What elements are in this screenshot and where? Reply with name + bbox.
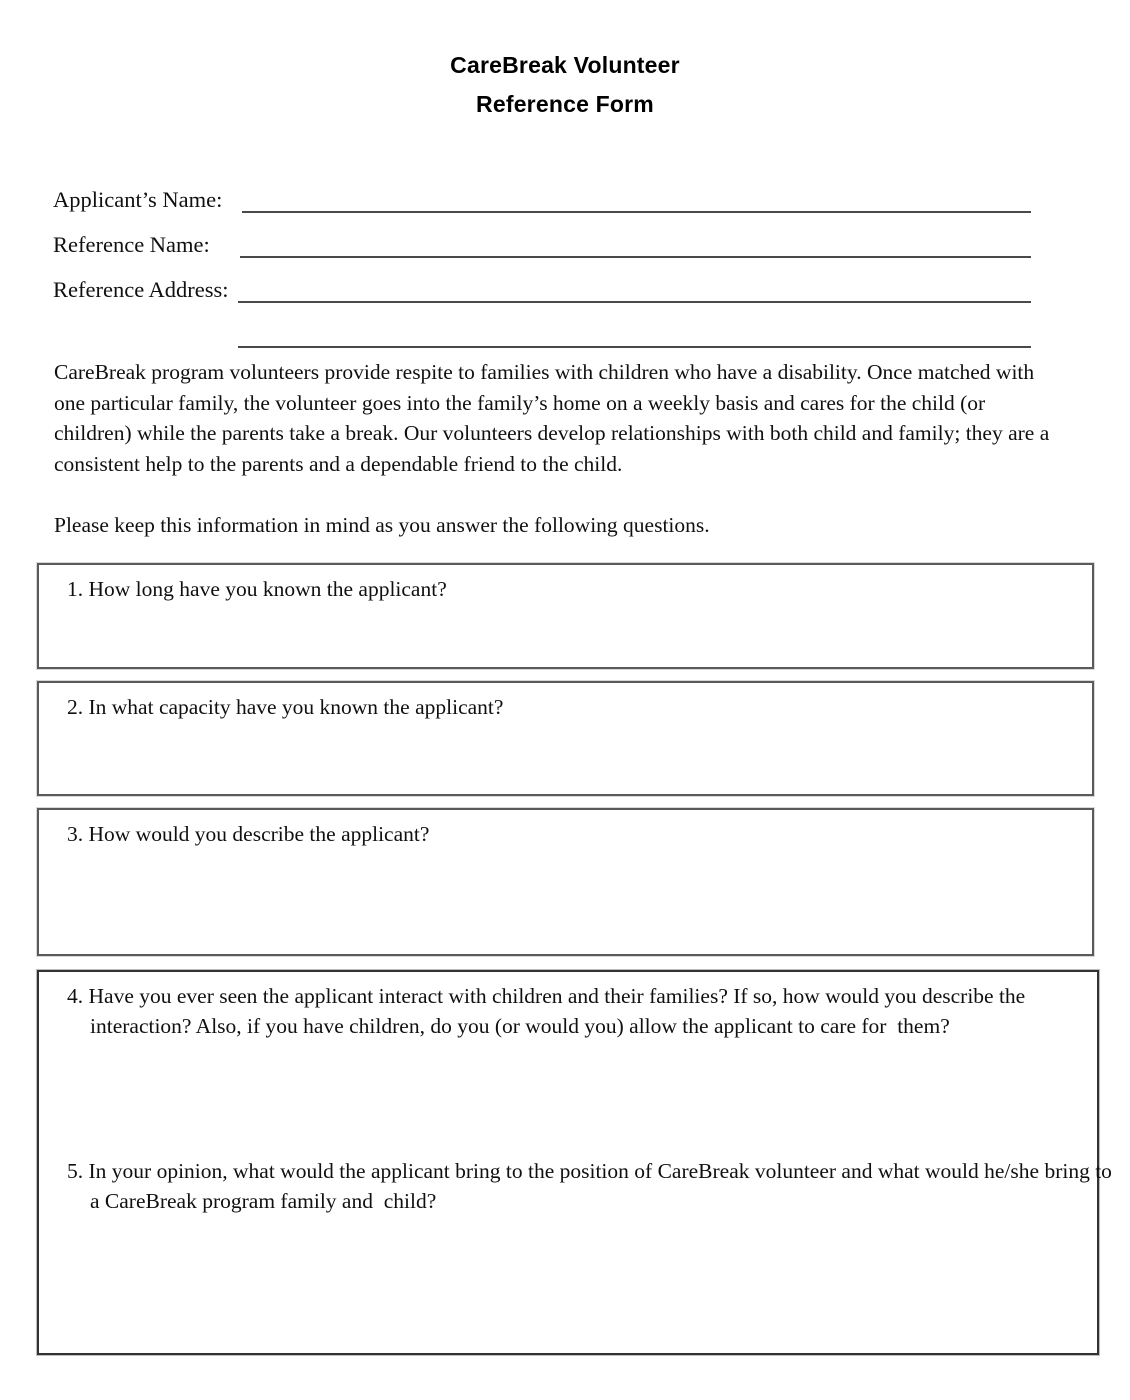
applicant-name-label: Applicant’s Name: <box>53 187 223 212</box>
program-description-paragraph: CareBreak program volunteers provide respite to families with children who have a disability. Once matched with one particular family, the volunteer goes into the family’s home on a weekly basis and cares for the child (or children) while the parents take a break. Our volunteers develop relationships with both child and family; they are a consistent help to the parents and a dependable friend to the child. <box>54 360 1050 476</box>
reference-address-input-rule[interactable] <box>238 301 1031 303</box>
form-title-line-1: CareBreak Volunteer <box>450 52 680 78</box>
question-text-1: 1. How long have you known the applicant? <box>67 577 447 601</box>
question-box-2[interactable] <box>37 681 1094 796</box>
field-row-applicant-name <box>53 186 1053 231</box>
form-title-block <box>0 46 1130 124</box>
question-text-2: 2. In what capacity have you known the applicant? <box>67 695 504 719</box>
field-row-reference-name <box>53 231 1053 276</box>
question-text-5: 5. In your opinion, what would the applicant bring to the position of CareBreak volunteer and what would he/she bring to a CareBreak program family and child? <box>67 1159 1118 1213</box>
form-title-line-2: Reference Form <box>476 91 654 117</box>
field-row-reference-address <box>53 276 1053 321</box>
question-box-3[interactable] <box>37 808 1094 956</box>
applicant-info-fields <box>53 186 1053 366</box>
question-text-4: 4. Have you ever seen the applicant interact with children and their families? If so, how would you describe the interaction? Also, if you have children, do you (or would you) allow the applicant to care for them? <box>67 984 1031 1038</box>
reference-address-label: Reference Address: <box>53 277 229 302</box>
reference-address-input-rule-line2[interactable] <box>238 346 1031 348</box>
question-text-3: 3. How would you describe the applicant? <box>67 822 430 846</box>
question-box-4-5[interactable] <box>37 970 1118 1355</box>
reference-name-input-rule[interactable] <box>240 256 1031 258</box>
applicant-name-input-rule[interactable] <box>242 211 1031 213</box>
reference-name-label: Reference Name: <box>53 232 210 257</box>
question-box-1[interactable] <box>37 563 1094 669</box>
instructions-text: Please keep this information in mind as you answer the following questions. <box>54 513 710 537</box>
